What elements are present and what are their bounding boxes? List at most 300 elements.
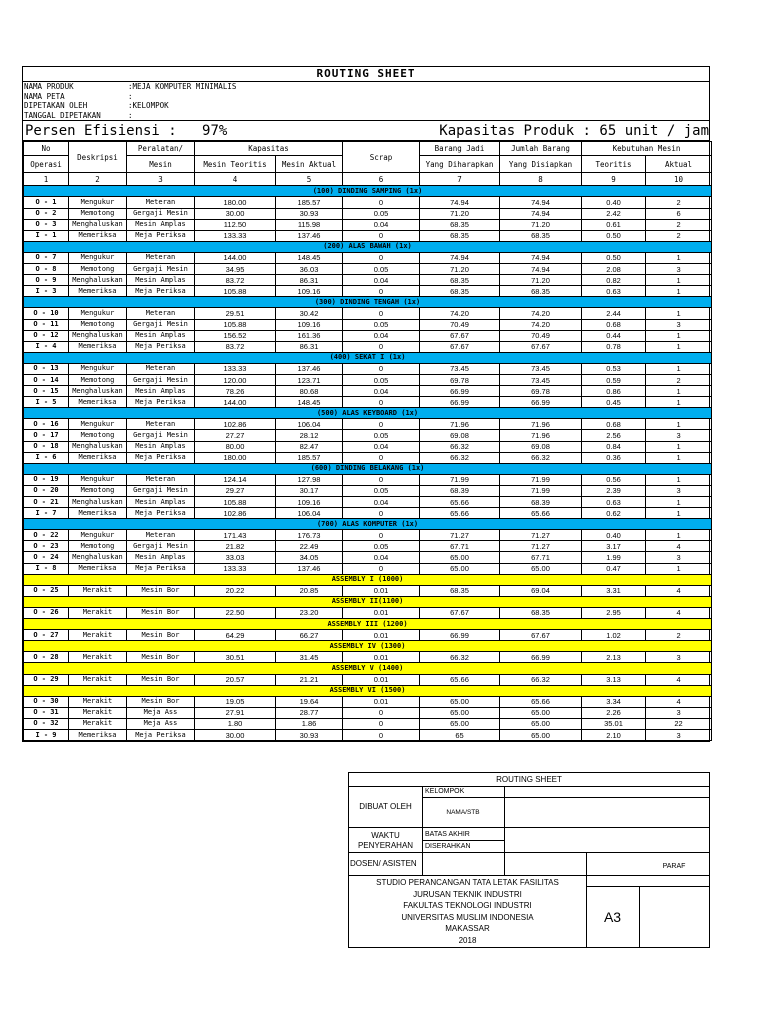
kapasitas-aktual-cell: 30.42 [276,308,343,319]
kapasitas-aktual-cell: 36.03 [276,264,343,275]
table-row [24,374,712,385]
waktu-line: WAKTU [371,831,400,840]
peralatan-cell: Meja Periksa [127,729,195,740]
barang-jadi-cell: 68.39 [420,485,500,496]
kapasitas-aktual-cell: 115.98 [276,219,343,230]
deskripsi-cell: Mengukur [69,197,127,208]
barang-jadi-cell: 65.00 [420,552,500,563]
operation-no: O - 30 [24,696,69,707]
section-label: (500) ALAS KEYBOARD (1x) [24,408,712,419]
kebutuhan-teoritis-cell: 0.47 [582,563,646,574]
operation-no: O - 19 [24,474,69,485]
kapasitas-aktual-cell: 22.49 [276,541,343,552]
operation-no: O - 7 [24,252,69,263]
scrap-cell: 0 [343,452,420,463]
header-yang-disiapkan: Yang Disiapkan [500,156,582,173]
table-row [24,330,712,341]
jumlah-barang-cell: 69.78 [500,386,582,397]
kapasitas-aktual-cell: 106.04 [276,508,343,519]
kebutuhan-teoritis-cell: 1.02 [582,630,646,641]
jumlah-barang-cell: 68.35 [500,286,582,297]
info-row [24,111,709,121]
kebutuhan-teoritis-cell: 0.40 [582,197,646,208]
deskripsi-cell: Menghaluskan [69,552,127,563]
jumlah-barang-cell: 68.39 [500,497,582,508]
kebutuhan-teoritis-cell: 3.17 [582,541,646,552]
batas-akhir-label: BATAS AKHIR [425,831,470,838]
institution-line: MAKASSAR [445,924,490,933]
kapasitas-aktual-cell: 86.31 [276,341,343,352]
scrap-cell: 0 [343,197,420,208]
kebutuhan-aktual-cell: 4 [646,541,712,552]
kebutuhan-teoritis-cell: 0.44 [582,330,646,341]
peralatan-cell: Mesin Amplas [127,275,195,286]
column-number: 4 [195,173,276,186]
kebutuhan-teoritis-cell: 0.86 [582,386,646,397]
scrap-cell: 0 [343,707,420,718]
kapasitas-teoritis-cell: 20.57 [195,674,276,685]
kebutuhan-teoritis-cell: 0.59 [582,374,646,385]
barang-jadi-cell: 67.67 [420,607,500,618]
kebutuhan-aktual-cell: 1 [646,419,712,430]
barang-jadi-cell: 70.49 [420,319,500,330]
jumlah-barang-cell: 71.27 [500,530,582,541]
kapasitas-aktual-cell: 106.04 [276,419,343,430]
routing-table [23,141,712,741]
scrap-cell: 0 [343,563,420,574]
section-label: (200) ALAS BAWAH (1x) [24,241,712,252]
deskripsi-cell: Memotong [69,319,127,330]
scrap-cell: 0 [343,729,420,740]
efficiency-capacity-row [23,121,709,141]
kapasitas-teoritis-cell: 133.33 [195,230,276,241]
kebutuhan-teoritis-cell: 2.56 [582,430,646,441]
kapasitas-aktual-cell: 20.85 [276,585,343,596]
efficiency-label: Persen Efisiensi : [25,122,177,139]
barang-jadi-cell: 74.94 [420,252,500,263]
peralatan-cell: Gergaji Mesin [127,541,195,552]
section-label: ASSEMBLY II(1100) [24,596,712,607]
operation-no: O - 3 [24,219,69,230]
deskripsi-cell: Memeriksa [69,563,127,574]
capacity-label: Kapasitas Produk : [439,122,591,139]
operation-no: O - 8 [24,264,69,275]
kebutuhan-aktual-cell: 3 [646,319,712,330]
kebutuhan-aktual-cell: 2 [646,374,712,385]
kapasitas-teoritis-cell: 156.52 [195,330,276,341]
kebutuhan-aktual-cell: 1 [646,386,712,397]
operation-no: I - 7 [24,508,69,519]
scrap-cell: 0 [343,308,420,319]
capacity-value: 65 unit / jam [599,122,709,139]
kebutuhan-aktual-cell: 1 [646,341,712,352]
kapasitas-aktual-cell: 66.27 [276,630,343,641]
jumlah-barang-cell: 71.99 [500,485,582,496]
kapasitas-teoritis-cell: 124.14 [195,474,276,485]
kebutuhan-teoritis-cell: 0.68 [582,419,646,430]
table-row [24,552,712,563]
scrap-cell: 0.01 [343,585,420,596]
deskripsi-cell: Merakit [69,707,127,718]
table-row [24,485,712,496]
kebutuhan-teoritis-cell: 2.39 [582,485,646,496]
section-header-row [24,463,712,474]
barang-jadi-cell: 68.35 [420,219,500,230]
dibuat-oleh-label: DIBUAT OLEH [359,802,412,811]
kapasitas-aktual-cell: 109.16 [276,319,343,330]
kapasitas-aktual-cell: 19.64 [276,696,343,707]
kebutuhan-teoritis-cell: 2.44 [582,308,646,319]
kebutuhan-teoritis-cell: 0.36 [582,452,646,463]
barang-jadi-cell: 68.35 [420,286,500,297]
kapasitas-teoritis-cell: 144.00 [195,252,276,263]
scrap-cell: 0.05 [343,319,420,330]
kapasitas-teoritis-cell: 1.80 [195,718,276,729]
deskripsi-cell: Memeriksa [69,729,127,740]
section-label: (600) DINDING BELAKANG (1x) [24,463,712,474]
jumlah-barang-cell: 65.00 [500,729,582,740]
kebutuhan-aktual-cell: 4 [646,696,712,707]
jumlah-barang-cell: 65.00 [500,563,582,574]
operation-no: O - 27 [24,630,69,641]
jumlah-barang-cell: 68.35 [500,230,582,241]
section-header-row [24,519,712,530]
scrap-cell: 0.04 [343,330,420,341]
operation-no: O - 1 [24,197,69,208]
operation-no: I - 5 [24,397,69,408]
header-operasi: Operasi [24,156,69,173]
barang-jadi-cell: 65.00 [420,563,500,574]
peralatan-cell: Mesin Amplas [127,330,195,341]
header-peralatan: Peralatan/ [127,142,195,156]
section-header-row [24,186,712,197]
info-row [24,92,709,102]
table-row [24,729,712,740]
peralatan-cell: Mesin Amplas [127,441,195,452]
kapasitas-teoritis-cell: 171.43 [195,530,276,541]
barang-jadi-cell: 67.67 [420,341,500,352]
jumlah-barang-cell: 66.99 [500,397,582,408]
kapasitas-aktual-cell: 185.57 [276,197,343,208]
kebutuhan-aktual-cell: 1 [646,452,712,463]
header-yang-diharapkan: Yang Diharapkan [420,156,500,173]
jumlah-barang-cell: 74.20 [500,308,582,319]
jumlah-barang-cell: 66.32 [500,452,582,463]
peralatan-cell: Mesin Amplas [127,497,195,508]
operation-no: O - 17 [24,430,69,441]
scrap-cell: 0.05 [343,541,420,552]
scrap-cell: 0.05 [343,208,420,219]
kelompok-label: KELOMPOK [425,788,465,795]
jumlah-barang-cell: 74.94 [500,264,582,275]
deskripsi-cell: Mengukur [69,308,127,319]
kapasitas-teoritis-cell: 64.29 [195,630,276,641]
kapasitas-teoritis-cell: 29.27 [195,485,276,496]
kebutuhan-aktual-cell: 2 [646,230,712,241]
deskripsi-cell: Merakit [69,585,127,596]
column-number: 2 [69,173,127,186]
kapasitas-aktual-cell: 30.93 [276,729,343,740]
deskripsi-cell: Memeriksa [69,397,127,408]
section-header-row [24,241,712,252]
table-row [24,585,712,596]
kapasitas-teoritis-cell: 120.00 [195,374,276,385]
kapasitas-aktual-cell: 28.77 [276,707,343,718]
column-number: 1 [24,173,69,186]
table-row [24,452,712,463]
peralatan-cell: Meja Periksa [127,397,195,408]
jumlah-barang-cell: 71.96 [500,419,582,430]
barang-jadi-cell: 69.78 [420,374,500,385]
barang-jadi-cell: 65.66 [420,508,500,519]
scrap-cell: 0 [343,286,420,297]
barang-jadi-cell: 66.99 [420,397,500,408]
kebutuhan-teoritis-cell: 0.40 [582,530,646,541]
column-number: 5 [276,173,343,186]
table-row [24,308,712,319]
kebutuhan-teoritis-cell: 0.62 [582,508,646,519]
deskripsi-cell: Mengukur [69,363,127,374]
kebutuhan-aktual-cell: 1 [646,330,712,341]
table-row [24,497,712,508]
info-row [24,82,709,92]
table-row [24,252,712,263]
jumlah-barang-cell: 65.00 [500,707,582,718]
operation-no: I - 8 [24,563,69,574]
barang-jadi-cell: 65.00 [420,707,500,718]
kapasitas-aktual-cell: 80.68 [276,386,343,397]
table-row [24,652,712,663]
peralatan-cell: Mesin Amplas [127,219,195,230]
column-number: 8 [500,173,582,186]
peralatan-cell: Mesin Bor [127,696,195,707]
header-kebutuhan-aktual: Aktual [646,156,712,173]
kapasitas-aktual-cell: 28.12 [276,430,343,441]
deskripsi-cell: Memeriksa [69,230,127,241]
kebutuhan-teoritis-cell: 0.53 [582,363,646,374]
barang-jadi-cell: 67.71 [420,541,500,552]
table-row [24,508,712,519]
table-row [24,696,712,707]
kebutuhan-aktual-cell: 1 [646,563,712,574]
kebutuhan-aktual-cell: 3 [646,652,712,663]
institution-line: UNIVERSITAS MUSLIM INDONESIA [401,912,534,922]
kapasitas-aktual-cell: 148.45 [276,397,343,408]
peralatan-cell: Mesin Bor [127,652,195,663]
paraf-label: PARAF [662,863,686,870]
operation-no: I - 1 [24,230,69,241]
table-row [24,563,712,574]
scrap-cell: 0.04 [343,552,420,563]
kebutuhan-teoritis-cell: 2.13 [582,652,646,663]
section-label: ASSEMBLY IV (1300) [24,641,712,652]
kebutuhan-aktual-cell: 2 [646,197,712,208]
jumlah-barang-cell: 68.35 [500,607,582,618]
section-header-row [24,297,712,308]
peralatan-cell: Mesin Bor [127,585,195,596]
kapasitas-aktual-cell: 82.47 [276,441,343,452]
deskripsi-cell: Memotong [69,485,127,496]
deskripsi-cell: Menghaluskan [69,386,127,397]
scrap-cell: 0.04 [343,219,420,230]
jumlah-barang-cell: 65.66 [500,508,582,519]
barang-jadi-cell: 74.94 [420,197,500,208]
kapasitas-teoritis-cell: 34.95 [195,264,276,275]
kebutuhan-teoritis-cell: 0.82 [582,275,646,286]
kebutuhan-teoritis-cell: 3.13 [582,674,646,685]
kapasitas-teoritis-cell: 102.86 [195,508,276,519]
table-row [24,230,712,241]
jumlah-barang-cell: 69.04 [500,585,582,596]
operation-no: O - 9 [24,275,69,286]
deskripsi-cell: Merakit [69,674,127,685]
deskripsi-cell: Menghaluskan [69,219,127,230]
operation-no: O - 2 [24,208,69,219]
kapasitas-teoritis-cell: 78.26 [195,386,276,397]
scrap-cell: 0.04 [343,497,420,508]
kebutuhan-teoritis-cell: 2.26 [582,707,646,718]
kebutuhan-teoritis-cell: 0.50 [582,252,646,263]
info-value: : [128,110,133,120]
scrap-cell: 0 [343,419,420,430]
scrap-cell: 0.01 [343,652,420,663]
kapasitas-teoritis-cell: 83.72 [195,275,276,286]
info-label: TANGGAL DIPETAKAN [24,110,101,120]
kebutuhan-teoritis-cell: 2.08 [582,264,646,275]
assembly-header-row [24,685,712,696]
section-header-row [24,408,712,419]
peralatan-cell: Meja Periksa [127,508,195,519]
table-row [24,363,712,374]
institution-line: 2018 [458,935,477,945]
peralatan-cell: Gergaji Mesin [127,208,195,219]
operation-no: O - 32 [24,718,69,729]
kapasitas-teoritis-cell: 22.50 [195,607,276,618]
table-row [24,607,712,618]
kebutuhan-aktual-cell: 3 [646,430,712,441]
table-row [24,441,712,452]
operation-no: I - 9 [24,729,69,740]
kapasitas-aktual-cell: 137.46 [276,230,343,241]
kebutuhan-teoritis-cell: 3.31 [582,585,646,596]
institution-line: JURUSAN TEKNIK INDUSTRI [413,889,522,899]
nama-stb-label: NAMA/STB [446,808,480,816]
scrap-cell: 0 [343,508,420,519]
column-number: 6 [343,173,420,186]
kebutuhan-teoritis-cell: 0.45 [582,397,646,408]
kapasitas-aktual-cell: 185.57 [276,452,343,463]
barang-jadi-cell: 65.00 [420,718,500,729]
kebutuhan-teoritis-cell: 2.10 [582,729,646,740]
assembly-header-row [24,574,712,585]
kapasitas-aktual-cell: 1.86 [276,718,343,729]
kebutuhan-aktual-cell: 3 [646,729,712,740]
operation-no: I - 3 [24,286,69,297]
kapasitas-aktual-cell: 161.36 [276,330,343,341]
kapasitas-teoritis-cell: 105.88 [195,286,276,297]
kapasitas-aktual-cell: 148.45 [276,252,343,263]
jumlah-barang-cell: 74.20 [500,319,582,330]
operation-no: O - 15 [24,386,69,397]
kebutuhan-aktual-cell: 3 [646,264,712,275]
scrap-cell: 0.04 [343,386,420,397]
barang-jadi-cell: 65 [420,729,500,740]
table-row [24,341,712,352]
deskripsi-cell: Mengukur [69,530,127,541]
jumlah-barang-cell: 67.67 [500,341,582,352]
kebutuhan-aktual-cell: 1 [646,530,712,541]
kebutuhan-teoritis-cell: 0.63 [582,497,646,508]
kapasitas-aktual-cell: 30.93 [276,208,343,219]
peralatan-cell: Meja Periksa [127,341,195,352]
jumlah-barang-cell: 74.94 [500,208,582,219]
peralatan-cell: Meja Ass [127,707,195,718]
deskripsi-cell: Memotong [69,374,127,385]
header-deskripsi: Deskripsi [69,142,127,173]
peralatan-cell: Mesin Amplas [127,386,195,397]
peralatan-cell: Meteran [127,308,195,319]
peralatan-cell: Meja Periksa [127,563,195,574]
kebutuhan-teoritis-cell: 0.56 [582,474,646,485]
operation-no: O - 23 [24,541,69,552]
section-label: (100) DINDING SAMPING (1x) [24,186,712,197]
operation-no: O - 11 [24,319,69,330]
peralatan-cell: Gergaji Mesin [127,374,195,385]
jumlah-barang-cell: 71.99 [500,474,582,485]
kebutuhan-teoritis-cell: 2.95 [582,607,646,618]
section-label: (400) SEKAT I (1x) [24,352,712,363]
header-mesin-aktual: Mesin Aktual [276,156,343,173]
kebutuhan-teoritis-cell: 0.84 [582,441,646,452]
table-row [24,197,712,208]
operation-no: I - 6 [24,452,69,463]
peralatan-cell: Meteran [127,530,195,541]
scrap-cell: 0 [343,718,420,729]
kapasitas-teoritis-cell: 180.00 [195,197,276,208]
kebutuhan-aktual-cell: 6 [646,208,712,219]
scrap-cell: 0 [343,397,420,408]
header-kapasitas: Kapasitas [195,142,343,156]
deskripsi-cell: Menghaluskan [69,275,127,286]
operation-no: O - 22 [24,530,69,541]
peralatan-cell: Gergaji Mesin [127,319,195,330]
barang-jadi-cell: 71.96 [420,419,500,430]
barang-jadi-cell: 71.20 [420,208,500,219]
assembly-header-row [24,641,712,652]
barang-jadi-cell: 68.35 [420,585,500,596]
paper-size-label: A3 [603,909,622,925]
kebutuhan-teoritis-cell: 3.34 [582,696,646,707]
institution-block [349,877,586,946]
operation-no: O - 12 [24,330,69,341]
kebutuhan-teoritis-cell: 2.42 [582,208,646,219]
jumlah-barang-cell: 71.20 [500,219,582,230]
kebutuhan-teoritis-cell: 0.68 [582,319,646,330]
table-row [24,386,712,397]
deskripsi-cell: Mengukur [69,474,127,485]
kebutuhan-aktual-cell: 22 [646,718,712,729]
kebutuhan-aktual-cell: 4 [646,607,712,618]
barang-jadi-cell: 68.35 [420,230,500,241]
scrap-cell: 0.04 [343,275,420,286]
scrap-cell: 0.05 [343,485,420,496]
deskripsi-cell: Memeriksa [69,452,127,463]
dosen-asisten-label: DOSEN/ ASISTEN [350,859,417,868]
deskripsi-cell: Menghaluskan [69,330,127,341]
barang-jadi-cell: 66.99 [420,386,500,397]
deskripsi-cell: Mengukur [69,419,127,430]
table-row [24,264,712,275]
